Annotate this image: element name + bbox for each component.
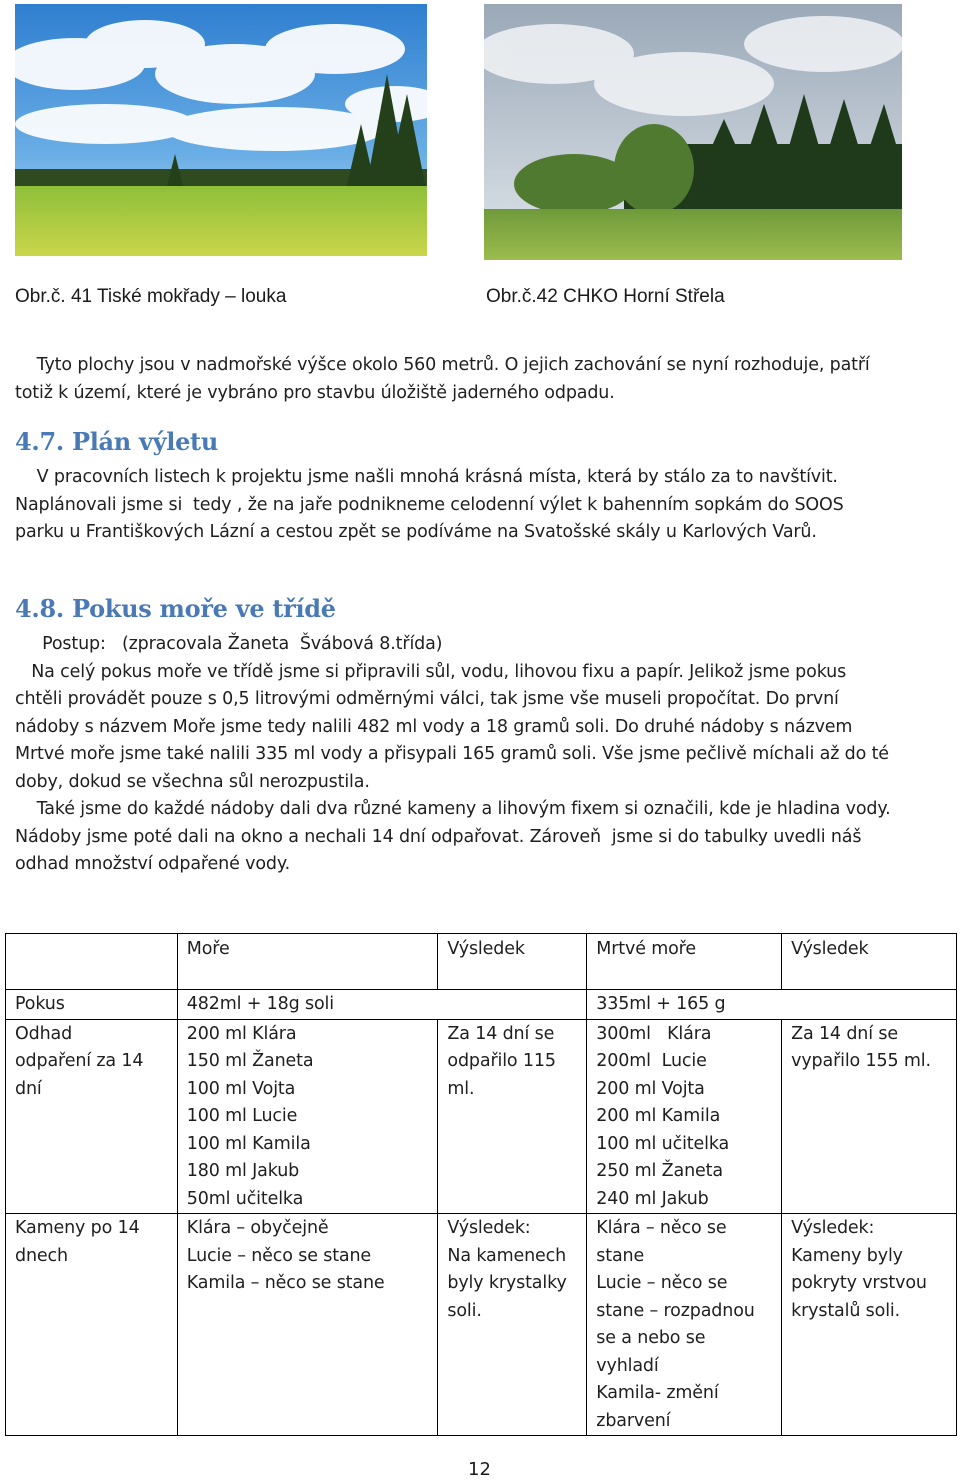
kameny-vysledek2-cell — [782, 1214, 957, 1436]
cell-line: ml. — [447, 1078, 475, 1099]
kameny-more-cell — [177, 1214, 438, 1436]
section-heading-4-7: 4.7. Plán výletu — [15, 427, 218, 456]
table-row — [6, 1019, 957, 1214]
cell-line: Za 14 dní se — [791, 1023, 898, 1044]
kameny-mrtve-cell — [587, 1214, 782, 1436]
table-header-cell: Výsledek — [438, 934, 587, 990]
cell-line: 180 ml Jakub — [186, 1161, 300, 1181]
text-line: odhad množství odpařené vody. — [15, 854, 290, 874]
table-header-cell: Moře — [177, 934, 438, 990]
text-line: Na celý pokus moře ve třídě jsme si připravili sůl, vodu, lihovou fixu a papír. Jelikož jsme pokus — [15, 661, 847, 682]
text-line: chtěli provádět pouze s 0,5 litrovými odměrnými válci, tak jsme vše museli propočítat. Do první — [15, 689, 839, 709]
cell-line: pokryty vrstvou — [791, 1273, 927, 1293]
cell-line: 100 ml Kamila — [186, 1133, 311, 1154]
cell-line: byly krystalky — [447, 1273, 567, 1293]
figure-caption-42: Obr.č.42 CHKO Horní Střela — [486, 286, 725, 307]
photo-forest-meadow — [484, 4, 902, 260]
odhad-vysledek2-cell — [782, 1019, 957, 1214]
text-line: totiž k území, které je vybráno pro stavbu úložiště jaderného odpadu. — [15, 382, 615, 403]
cell-line: soli. — [447, 1300, 482, 1321]
text-line: Nádoby jsme poté dali na okno a nechali 14 dní odpařovat. Zároveň jsme si do tabulky uvedli náš — [15, 826, 862, 847]
cell-line: krystalů soli. — [791, 1300, 901, 1321]
text-line: Postup: (zpracovala Žaneta Švábová 8.třída) — [15, 634, 443, 654]
cell-line: odpařilo 115 — [447, 1051, 556, 1071]
cell-line: Lucie – něco se — [596, 1273, 728, 1293]
cell-line: stane — [596, 1245, 645, 1266]
cell-line: Kameny byly — [791, 1245, 903, 1266]
row-label-pokus: Pokus — [6, 990, 178, 1020]
row-label-odhad — [6, 1019, 178, 1214]
cell-line: Kameny po 14 — [15, 1218, 140, 1238]
experiment-table — [5, 933, 957, 1436]
text-line: Tyto plochy jsou v nadmořské výšce okolo 560 metrů. O jejich zachování se nyní rozhoduje, patří — [15, 355, 870, 375]
cell-line: dní — [15, 1078, 42, 1099]
text-line: V pracovních listech k projektu jsme našli mnohá krásná místa, která by stálo za to navštívit. — [15, 467, 838, 487]
pokus-mrtve-value: 335ml + 165 g — [587, 990, 957, 1020]
cell-line: Za 14 dní se — [447, 1023, 555, 1044]
cell-line: Výsledek: — [791, 1218, 875, 1238]
cell-line: 300ml Klára — [596, 1023, 712, 1044]
odhad-more-cell — [177, 1019, 438, 1214]
text-line: doby, dokud se všechna sůl nerozpustila. — [15, 771, 370, 792]
cell-line: 200ml Lucie — [596, 1051, 707, 1071]
cell-line: dnech — [15, 1245, 68, 1266]
cell-line: stane – rozpadnou — [596, 1300, 755, 1321]
cell-line: 200 ml Kamila — [596, 1106, 721, 1126]
table-header-cell — [6, 934, 178, 990]
cell-line: 240 ml Jakub — [596, 1188, 709, 1209]
cell-line: Kamila- změní — [596, 1383, 719, 1403]
cell-line: Lucie – něco se stane — [186, 1245, 372, 1266]
odhad-mrtve-cell — [587, 1019, 782, 1214]
cell-line: Kamila – něco se stane — [186, 1273, 385, 1293]
text-line: parku u Františkových Lázní a cestou zpět se podíváme na Svatošské skály u Karlových Varů. — [15, 522, 817, 542]
cell-line: odpaření za 14 — [15, 1051, 144, 1071]
cell-line: 100 ml Vojta — [186, 1078, 296, 1099]
cell-line: vyhladí — [596, 1355, 659, 1376]
figure-caption-41: Obr.č. 41 Tiské mokřady – louka — [15, 286, 287, 307]
text-line: Naplánovali jsme si tedy , že na jaře podnikneme celodenní výlet k bahenním sopkám do SOOS — [15, 494, 844, 515]
text-line: Mrtvé moře jsme také nalili 335 ml vody a přisypali 165 gramů soli. Vše jsme pečlivě míchali až do té — [15, 744, 889, 764]
kameny-vysledek1-cell — [438, 1214, 587, 1436]
photo-meadow-wetlands — [15, 4, 427, 256]
intro-paragraph — [15, 352, 945, 407]
cell-line: Na kamenech — [447, 1245, 567, 1266]
cell-line: Klára – obyčejně — [186, 1218, 329, 1238]
pokus-more-value: 482ml + 18g soli — [177, 990, 587, 1020]
table-row — [6, 1214, 957, 1436]
table-header-cell: Výsledek — [782, 934, 957, 990]
cell-line: 50ml učitelka — [186, 1188, 304, 1209]
table-row — [6, 990, 957, 1020]
section-4-7-paragraph — [15, 464, 945, 547]
cell-line: 100 ml učitelka — [596, 1133, 730, 1154]
section-4-8-paragraph — [15, 631, 945, 879]
cell-line: Výsledek: — [447, 1218, 531, 1238]
page-number: 12 — [468, 1459, 491, 1480]
section-heading-4-8: 4.8. Pokus moře ve třídě — [15, 594, 336, 623]
cell-line: Odhad — [15, 1023, 73, 1044]
cell-line: 100 ml Lucie — [186, 1106, 298, 1126]
text-line: nádoby s názvem Moře jsme tedy nalili 482 ml vody a 18 gramů soli. Do druhé nádoby s názvem — [15, 716, 853, 737]
cell-line: 150 ml Žaneta — [186, 1051, 314, 1071]
cell-line: 200 ml Klára — [186, 1023, 297, 1044]
text-line: Také jsme do každé nádoby dali dva různé kameny a lihovým fixem si označili, kde je hladina vody. — [15, 799, 891, 819]
row-label-kameny — [6, 1214, 178, 1436]
odhad-vysledek1-cell — [438, 1019, 587, 1214]
cell-line: Klára – něco se — [596, 1218, 727, 1238]
cell-line: zbarvení — [596, 1410, 671, 1431]
cell-line: 250 ml Žaneta — [596, 1161, 723, 1181]
table-header-cell: Mrtvé moře — [587, 934, 782, 990]
table-header-row — [6, 934, 957, 990]
cell-line: se a nebo se — [596, 1328, 706, 1348]
cell-line: 200 ml Vojta — [596, 1078, 705, 1099]
cell-line: vypařilo 155 ml. — [791, 1051, 931, 1071]
